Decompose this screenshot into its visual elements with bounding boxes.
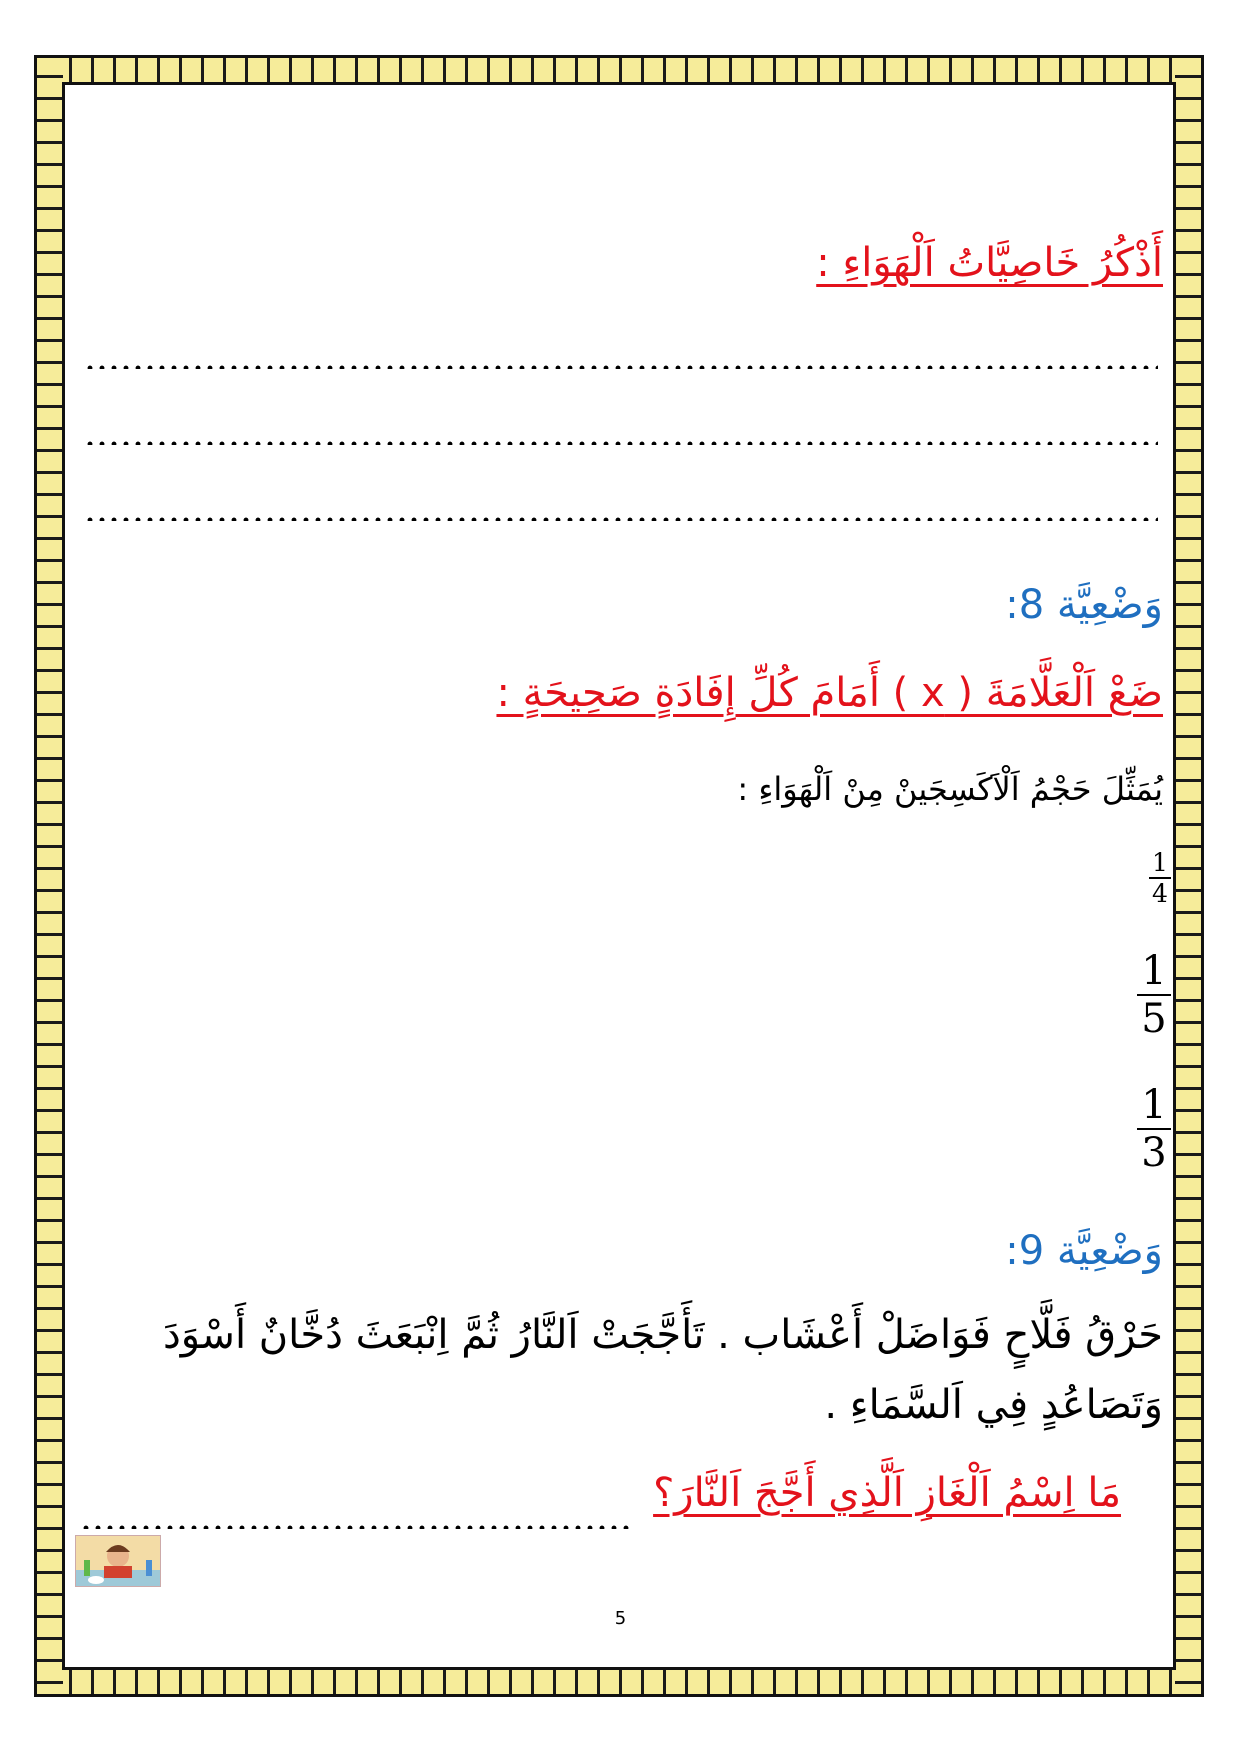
page-number: 5 (614, 1608, 627, 1629)
chemistry-child-illustration-icon (75, 1535, 161, 1587)
fraction-numerator: 1 (1141, 948, 1167, 994)
situation-9-text-line1: حَرْقُ فَلَّاحٍ فَوَاضَلْ أَعْشَاب . تَأَجَّجَتْ اَلنَّارُ ثُمَّ اِنْبَعَثَ دُخَّانٌ أَسْوَدَ (162, 1312, 1163, 1358)
page-border-left (37, 58, 63, 1694)
section-title: أَذْكُرُ خَاصِيَّاتُ اَلْهَوَاءِ : (816, 240, 1163, 286)
answer-line[interactable] (84, 441, 1158, 445)
fraction-denominator: 4 (1152, 879, 1168, 908)
situation-9-question: مَا اِسْمُ اَلْغَازِ اَلَّذِي أَجَّجَ اَلنَّارَ؟ (653, 1470, 1121, 1516)
option-fraction[interactable] (1149, 848, 1171, 908)
fraction-denominator: 5 (1141, 996, 1167, 1042)
fraction-denominator: 3 (1141, 1130, 1167, 1176)
answer-line[interactable] (80, 1525, 632, 1529)
fraction-numerator: 1 (1141, 1082, 1167, 1128)
option-fraction[interactable] (1137, 1082, 1171, 1176)
situation-8-instruction: ضَعْ اَلْعَلَّامَةَ ( x ) أَمَامَ كُلِّ إِفَادَةٍ صَحِيحَةٍ : (496, 670, 1163, 716)
situation-8-label: وَضْعِيَّة 8: (1005, 582, 1163, 628)
answer-line[interactable] (84, 517, 1158, 521)
situation-8-question: يُمَثِّلَ حَجْمُ اَلْاَكَسِجَينْ مِنْ اَلْهَوَاءِ : (737, 770, 1163, 808)
situation-9-label: وَضْعِيَّة 9: (1005, 1228, 1163, 1274)
fraction-numerator: 1 (1152, 848, 1168, 877)
answer-line[interactable] (84, 365, 1158, 369)
option-fraction[interactable] (1137, 948, 1171, 1042)
page-border-right (1175, 58, 1201, 1694)
situation-9-text-line2: وَتَصَاعُدٍ فِي اَلسَّمَاءِ . (824, 1382, 1163, 1428)
